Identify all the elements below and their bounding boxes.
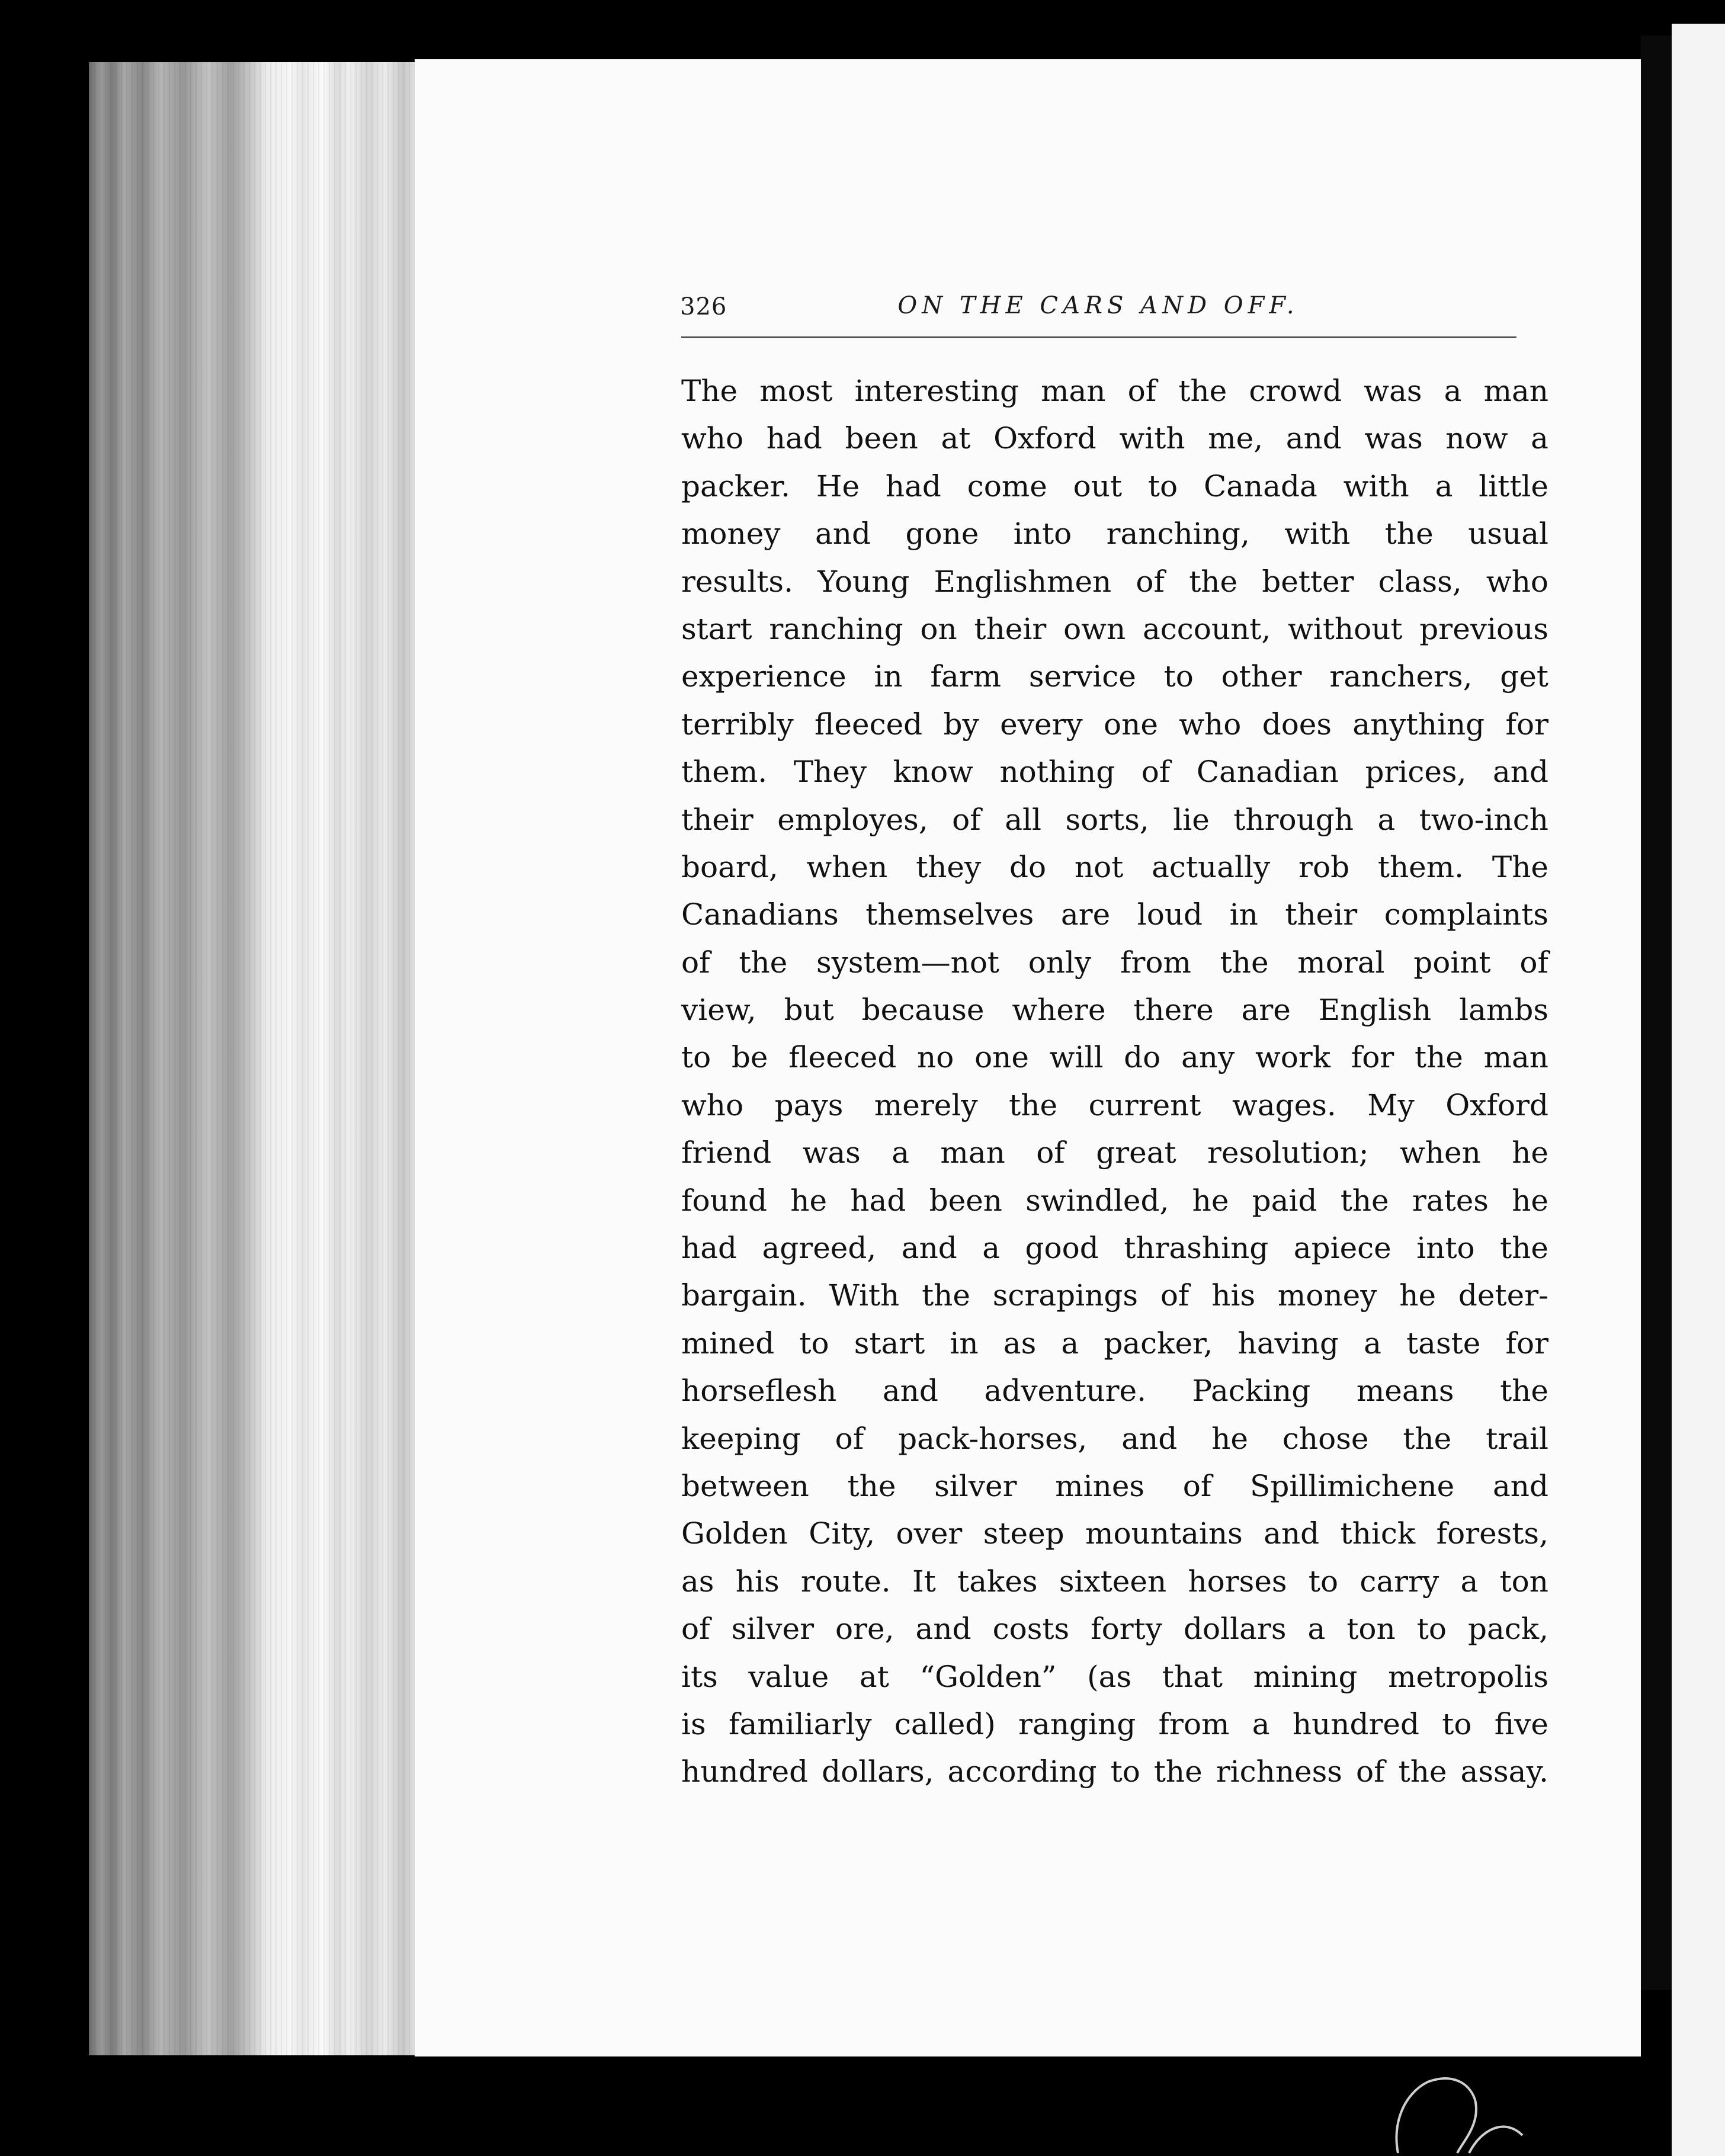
text-line: mined to start in as a packer, having a taste for [681, 1326, 1548, 1361]
body-text [681, 367, 1548, 1796]
text-line: horseflesh and adventure. Packing means the [681, 1374, 1548, 1409]
text-line: money and gone into ranching, with the usual [681, 516, 1548, 551]
text-line: of the system—not only from the moral point of [681, 945, 1548, 980]
text-line: packer. He had come out to Canada with a little [681, 469, 1548, 503]
book-page-edges [89, 62, 421, 2055]
text-line: found he had been swindled, he paid the rates he [681, 1183, 1548, 1218]
text-line: Canadians themselves are loud in their complaints [681, 897, 1548, 932]
running-head: ON THE CARS AND OFF. [897, 292, 1299, 319]
text-line: The most interesting man of the crowd was a man [681, 374, 1548, 408]
text-line: hundred dollars, according to the richness of the assay. [681, 1754, 1548, 1789]
text-line: bargain. With the scrapings of his money he deter- [681, 1278, 1548, 1313]
text-line: view, but because where there are English lambs [681, 993, 1548, 1028]
text-line: friend was a man of great resolution; when he [681, 1135, 1548, 1170]
page-header [680, 281, 1516, 329]
page-number: 326 [680, 293, 727, 320]
text-line: keeping of pack-horses, and he chose the trail [681, 1421, 1548, 1456]
text-line: of silver ore, and costs forty dollars a ton to pack, [681, 1612, 1548, 1647]
scribble-mark [1386, 2058, 1528, 2156]
text-line: who had been at Oxford with me, and was now a [681, 421, 1548, 456]
text-line: start ranching on their own account, without previous [681, 611, 1548, 646]
text-line: their employes, of all sorts, lie through a two-inch [681, 802, 1548, 837]
text-line: its value at “Golden” (as that mining metropolis [681, 1659, 1548, 1694]
text-line: Golden City, over steep mountains and thick forests, [681, 1516, 1548, 1551]
text-line: is familiarly called) ranging from a hundred to five [681, 1706, 1548, 1741]
text-line: to be fleeced no one will do any work for the man [681, 1040, 1548, 1075]
text-line: between the silver mines of Spillimichene and [681, 1468, 1548, 1503]
text-line: results. Young Englishmen of the better class, who [681, 564, 1548, 599]
text-line: board, when they do not actually rob them. The [681, 849, 1548, 884]
header-rule [681, 336, 1516, 338]
text-line: terribly fleeced by every one who does anything for [681, 707, 1548, 742]
text-line: had agreed, and a good thrashing apiece into the [681, 1231, 1548, 1266]
text-line: them. They know nothing of Canadian prices, and [681, 755, 1548, 790]
text-line: as his route. It takes sixteen horses to carry a ton [681, 1564, 1548, 1599]
facing-page-edge [1672, 24, 1725, 2156]
text-line: who pays merely the current wages. My Oxford [681, 1087, 1548, 1122]
text-line: experience in farm service to other ranchers, get [681, 659, 1548, 694]
facing-page-gutter [1641, 36, 1672, 1990]
